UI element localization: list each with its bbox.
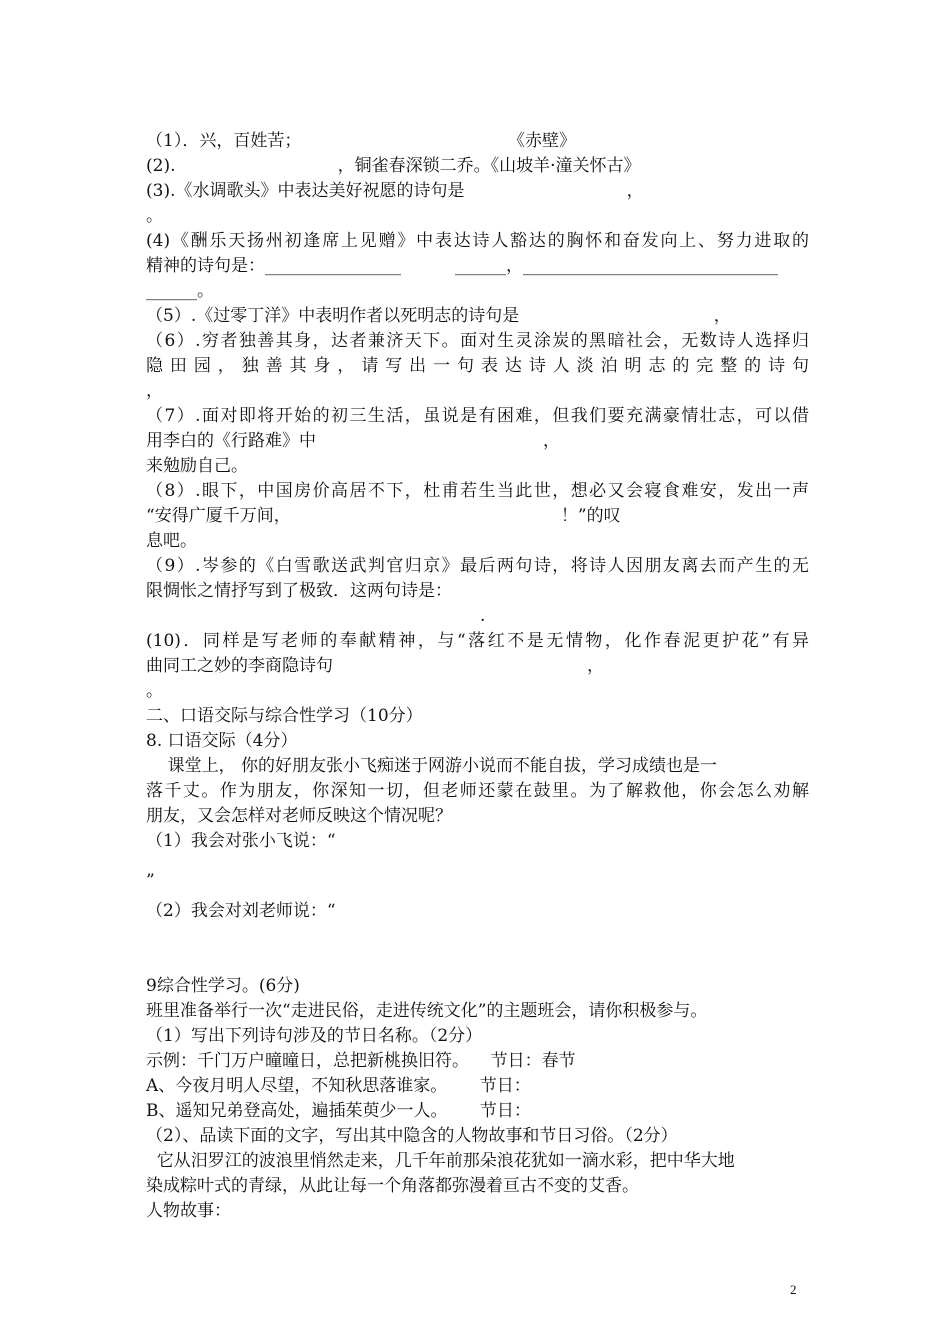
text-line-l20: 限惆怅之情抒写到了极致．这两句诗是： <box>146 581 452 601</box>
text-line-l40: 它从汨罗江的波浪里悄然走来，几千年前那朵浪花犹如一滴水彩，把中华大地 <box>146 1151 735 1171</box>
text-line-l27: 课堂上， 你的好朋友张小飞痴迷于网游小说而不能自拔，学习成绩也是一 <box>146 756 718 776</box>
text-line-l33: 9综合性学习。(6分) <box>146 976 300 996</box>
text-line-l22: (10)．同样是写老师的奉献精神，与“落红不是无情物，化作春泥更护花”有异 <box>146 631 809 651</box>
text-line-l08: ______。 <box>146 281 214 301</box>
text-line-l19: （9）.岑参的《白雪歌送武判官归京》最后两句诗，将诗人因朋友离去而产生的无 <box>146 556 809 576</box>
text-line-l39: （2）、品读下面的文字，写出其中隐含的人物故事和节日习俗。（2分） <box>146 1126 678 1146</box>
text-line-l13: （7）.面对即将开始的初三生活，虽说是有困难，但我们要充满豪情壮志，可以借 <box>146 406 809 426</box>
text-line-l25: 二、口语交际与综合性学习（10分） <box>146 706 423 726</box>
text-line-l41: 染成粽叶式的青绿，从此让每一个角落都弥漫着亘古不变的艾香。 <box>146 1176 639 1196</box>
text-line-l26: 8. 口语交际（4分） <box>146 731 298 751</box>
text-line-l14: 用李白的《行路难》中 ， <box>146 431 560 451</box>
text-line-l38: B、遥知兄弟登高处，遍插茱萸少一人。 节日： <box>146 1101 531 1121</box>
text-line-l35: （1）写出下列诗句涉及的节日名称。（2分） <box>146 1026 483 1046</box>
text-line-l42: 人物故事： <box>146 1201 231 1221</box>
text-line-l24: 。 <box>146 681 163 701</box>
text-line-l21: . <box>480 606 486 626</box>
text-line-l04: (3).《水调歌头》中表达美好祝愿的诗句是 ， <box>146 181 644 201</box>
text-line-l16: （8）.眼下，中国房价高居不下，杜甫若生当此世，想必又会寝食难安，发出一声 <box>146 481 809 501</box>
text-line-l07: 精神的诗句是：________________ ______，______________________________ <box>146 256 779 276</box>
text-line-l31: ” <box>146 871 155 891</box>
text-line-l17: “安得广厦千万间， ！”的叹 <box>146 506 621 526</box>
text-line-l02: 《赤壁》 <box>508 131 576 151</box>
text-line-l28: 落千丈。作为朋友，你深知一切，但老师还蒙在鼓里。为了解救他，你会怎么劝解 <box>146 781 809 801</box>
text-line-l36: 示例：千门万户曈曈日，总把新桃换旧符。 节日：春节 <box>146 1051 576 1071</box>
text-line-l09: （5）.《过零丁洋》中表明作者以死明志的诗句是 ， <box>146 306 731 326</box>
text-line-l34: 班里准备举行一次“走进民俗，走进传统文化”的主题班会，请你积极参与。 <box>146 1001 708 1021</box>
text-line-l15: 来勉励自己。 <box>146 456 248 476</box>
text-line-l23: 曲同工之妙的李商隐诗句 ， <box>146 656 604 676</box>
text-line-l03: (2). ，铜雀春深锁二乔。《山坡羊·潼关怀古》 <box>146 156 641 176</box>
text-line-l12: ， <box>146 381 163 401</box>
page-number: 2 <box>790 1282 797 1297</box>
text-line-l06: (4)《酬乐天扬州初逢席上见赠》中表达诗人豁达的胸怀和奋发向上、努力进取的 <box>146 231 809 251</box>
text-line-l05: 。 <box>146 206 163 226</box>
text-line-l10: （6）.穷者独善其身，达者兼济天下。面对生灵涂炭的黑暗社会，无数诗人选择归 <box>146 331 809 351</box>
text-line-l01: （1）．兴，百姓苦； <box>146 131 302 151</box>
text-line-l37: A、今夜月明人尽望，不知秋思落谁家。 节日： <box>146 1076 531 1096</box>
text-line-l11: 隐田园，独善其身，请写出一句表达诗人淡泊明志的完整的诗句 <box>146 356 809 376</box>
text-line-l30: （1）我会对张小飞说：“ <box>146 831 336 851</box>
text-line-l32: （2）我会对刘老师说：“ <box>146 901 336 921</box>
text-line-l29: 朋友，又会怎样对老师反映这个情况呢？ <box>146 806 452 826</box>
text-line-l18: 息吧。 <box>146 531 197 551</box>
